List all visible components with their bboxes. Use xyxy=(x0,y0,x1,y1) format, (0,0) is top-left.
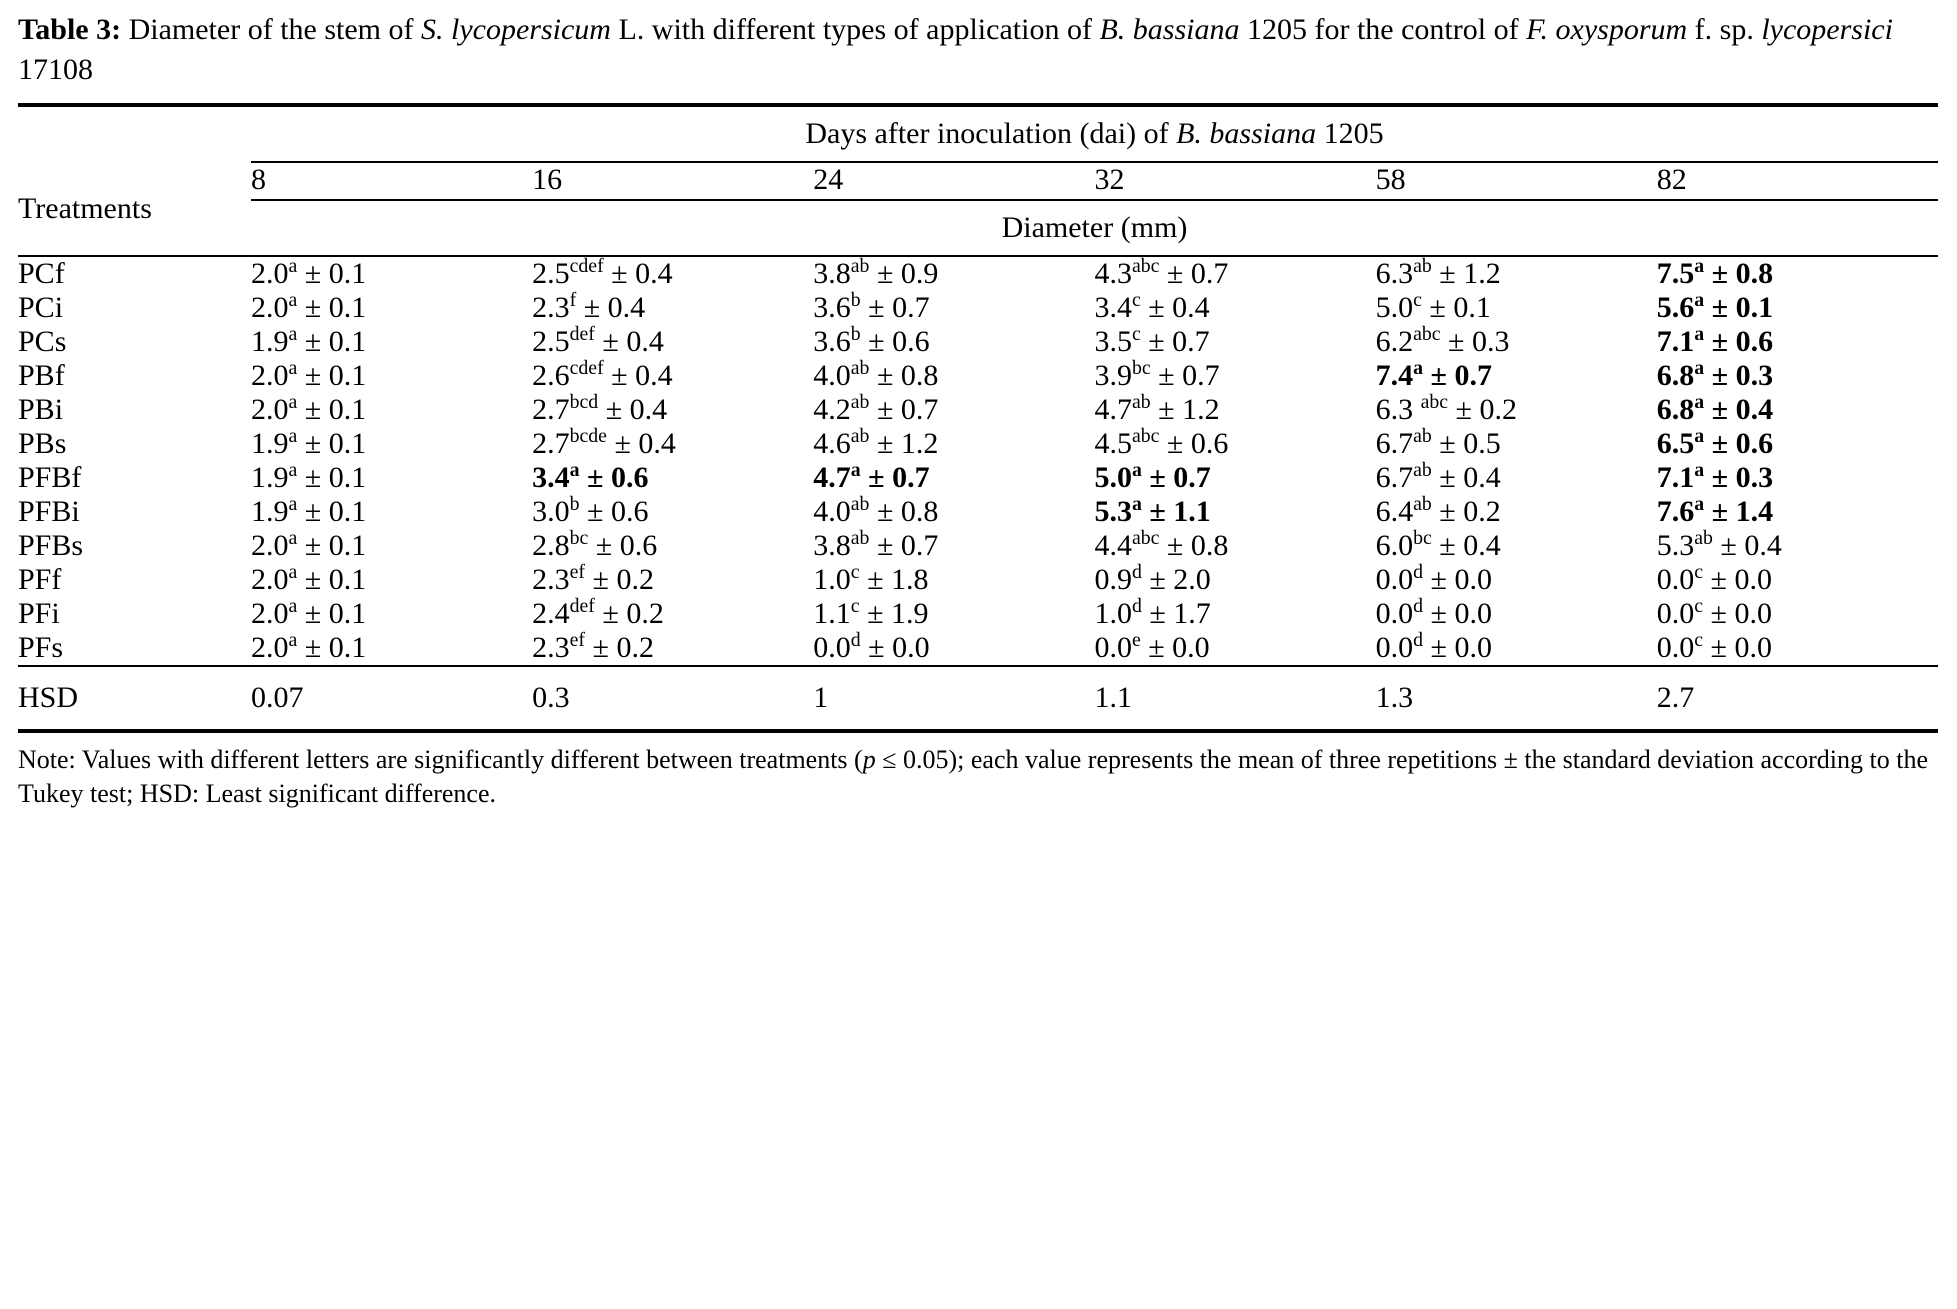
table-row xyxy=(18,529,1938,563)
table-row xyxy=(18,359,1938,393)
value-cell: 2.8$^{bc}$ ± 0.6 xyxy=(532,527,658,563)
value-cell: 2.0$^a$ ± 0.1 xyxy=(250,527,367,563)
value-cell: 0.0$^d$ ± 0.0 xyxy=(1375,629,1492,665)
caption-text-5: f. sp. xyxy=(1687,13,1762,46)
group-header-species: B. bassiana xyxy=(1176,117,1317,151)
treatment-label: PFs xyxy=(18,631,64,665)
value-cell: 4.0$^{ab}$ ± 0.8 xyxy=(813,357,939,393)
treatment-label: PCs xyxy=(18,325,67,359)
table-row xyxy=(18,597,1938,631)
day-header-16: 16 xyxy=(532,162,813,197)
treatment-label: PBs xyxy=(18,427,67,461)
table-row xyxy=(18,563,1938,597)
value-cell: 0.9$^d$ ± 2.0 xyxy=(1094,561,1211,597)
value-cell: 4.7$^a$ ± 0.7 xyxy=(813,459,930,495)
hsd-value: 1.1 xyxy=(1094,666,1375,729)
caption-species-2: B. bassiana xyxy=(1099,13,1240,46)
value-cell: 3.5$^c$ ± 0.7 xyxy=(1094,323,1210,359)
treatment-label: PBi xyxy=(18,393,64,427)
table-row xyxy=(18,495,1938,529)
value-cell: 0.0$^c$ ± 0.0 xyxy=(1656,595,1772,631)
value-cell: 0.0$^c$ ± 0.0 xyxy=(1656,561,1772,597)
group-header-text-a: Days after inoculation (dai) of xyxy=(805,117,1177,151)
value-cell: 6.0$^{bc}$ ± 0.4 xyxy=(1375,527,1501,563)
table-row xyxy=(18,427,1938,461)
value-cell: 3.6$^b$ ± 0.7 xyxy=(813,289,930,325)
hsd-value: 0.3 xyxy=(532,666,813,729)
value-cell: 6.2$^{abc}$ ± 0.3 xyxy=(1375,323,1510,359)
value-cell: 5.3$^a$ ± 1.1 xyxy=(1094,493,1211,529)
hsd-value: 2.7 xyxy=(1657,666,1938,729)
value-cell: 6.7$^{ab}$ ± 0.4 xyxy=(1375,459,1501,495)
value-cell: 4.5$^{abc}$ ± 0.6 xyxy=(1094,425,1229,461)
value-cell: 4.7$^{ab}$ ± 1.2 xyxy=(1094,391,1220,427)
value-cell: 3.0$^b$ ± 0.6 xyxy=(532,493,649,529)
value-cell: 7.5$^a$ ± 0.8 xyxy=(1657,256,1938,291)
unit-header-cell xyxy=(251,197,1938,256)
note-text-a: Note: Values with different letters are significantly different between treatments ( xyxy=(18,745,863,775)
unit-header-text: Diameter (mm) xyxy=(1001,211,1188,245)
value-cell: 0.0$^d$ ± 0.0 xyxy=(1375,561,1492,597)
diameter-table xyxy=(18,103,1938,733)
treatment-label: PFBf xyxy=(18,461,82,495)
note-text-b: ≤ 0.05); each value represents the mean of three repetitions ± the standard deviation according to the Tukey test; HSD: Least significant difference. xyxy=(18,745,1928,808)
value-cell: 5.6$^a$ ± 0.1 xyxy=(1656,289,1774,325)
value-cell: 5.0$^c$ ± 0.1 xyxy=(1375,289,1491,325)
value-cell: 6.3$^{ab}$ ± 1.2 xyxy=(1376,256,1657,291)
value-cell: 2.0$^a$ ± 0.1 xyxy=(250,595,367,631)
value-cell: 6.4$^{ab}$ ± 0.2 xyxy=(1375,493,1501,529)
value-cell: 2.0$^a$ ± 0.1 xyxy=(250,629,367,665)
caption-label: Table 3: xyxy=(18,13,122,46)
value-cell: 3.8$^{ab}$ ± 0.7 xyxy=(813,527,939,563)
value-cell: 0.0$^d$ ± 0.0 xyxy=(1375,595,1492,631)
table-row xyxy=(18,256,1938,291)
value-cell: 2.0$^a$ ± 0.1 xyxy=(250,561,367,597)
value-cell: 6.8$^a$ ± 0.4 xyxy=(1656,391,1774,427)
value-cell: 6.3 $^{abc}$ ± 0.2 xyxy=(1375,391,1518,427)
treatment-label: PBf xyxy=(18,359,65,393)
value-cell: 2.0$^a$ ± 0.1 xyxy=(250,357,367,393)
value-cell: 1.1$^c$ ± 1.9 xyxy=(813,595,929,631)
value-cell: 3.8$^{ab}$ ± 0.9 xyxy=(813,256,1094,291)
note-p-italic: p xyxy=(862,745,876,775)
table-bottom-rule xyxy=(18,729,1938,731)
value-cell: 2.7$^{bcd}$ ± 0.4 xyxy=(532,391,668,427)
table-note xyxy=(18,743,1938,819)
day-header-8: 8 xyxy=(251,162,532,197)
value-cell: 4.4$^{abc}$ ± 0.8 xyxy=(1094,527,1229,563)
table-caption xyxy=(18,10,1939,89)
day-header-24: 24 xyxy=(813,162,1094,197)
hsd-label: HSD xyxy=(18,666,251,729)
value-cell: 7.1$^a$ ± 0.3 xyxy=(1656,459,1774,495)
value-cell: 0.0$^e$ ± 0.0 xyxy=(1094,629,1210,665)
table-row xyxy=(18,393,1938,427)
caption-species-1: S. lycopersicum xyxy=(421,13,611,46)
caption-text-4: the control of xyxy=(1356,13,1527,46)
caption-text-6: 17108 xyxy=(18,52,93,86)
caption-text-1: Diameter of the stem of xyxy=(121,13,421,46)
value-cell: 2.0$^a$ ± 0.1 xyxy=(250,289,367,325)
value-cell: 1.9$^a$ ± 0.1 xyxy=(250,425,367,461)
group-header-cell xyxy=(251,105,1938,162)
value-cell: $2.5^{cdef} \pm 0.4$ xyxy=(532,256,813,291)
hsd-value: 1.3 xyxy=(1376,666,1657,729)
table-day-header-row xyxy=(18,162,1938,197)
treatment-label: PFBi xyxy=(18,495,80,529)
hsd-row xyxy=(18,666,1938,729)
value-cell: 3.4$^c$ ± 0.4 xyxy=(1094,289,1210,325)
table-header-group-row xyxy=(18,105,1938,162)
value-cell: 1.0$^d$ ± 1.7 xyxy=(1094,595,1211,631)
value-cell: $2.6^{cdef} \pm 0.4$ xyxy=(532,357,673,393)
value-cell: 4.2$^{ab}$ ± 0.7 xyxy=(813,391,939,427)
treatment-label: PCi xyxy=(18,291,64,325)
value-cell: 0.0$^c$ ± 0.0 xyxy=(1656,629,1772,665)
treatments-header: Treatments xyxy=(18,191,152,225)
value-cell: 7.4$^a$ ± 0.7 xyxy=(1375,357,1492,393)
value-cell: 4.6$^{ab}$ ± 1.2 xyxy=(813,425,939,461)
value-cell: 7.6$^a$ ± 1.4 xyxy=(1656,493,1774,529)
value-cell: 3.4$^a$ ± 0.6 xyxy=(532,459,649,495)
value-cell: 4.0$^{ab}$ ± 0.8 xyxy=(813,493,939,529)
caption-species-4: lycopersici xyxy=(1761,13,1893,46)
treatment-label: PFf xyxy=(18,563,62,597)
value-cell: 1.9$^a$ ± 0.1 xyxy=(250,493,367,529)
value-cell: 6.8$^a$ ± 0.3 xyxy=(1656,357,1774,393)
value-cell: 7.1$^a$ ± 0.6 xyxy=(1656,323,1774,359)
value-cell: 3.6$^b$ ± 0.6 xyxy=(813,323,930,359)
value-cell: 2.0$^a$ ± 0.1 xyxy=(251,256,532,291)
value-cell: 0.0$^d$ ± 0.0 xyxy=(813,629,930,665)
value-cell: 1.0$^c$ ± 1.8 xyxy=(813,561,929,597)
value-cell: 2.3$^{ef}$ ± 0.2 xyxy=(532,561,654,597)
table-unit-header-row xyxy=(18,197,1938,256)
hsd-value: 1 xyxy=(813,666,1094,729)
value-cell: 6.7$^{ab}$ ± 0.5 xyxy=(1375,425,1501,461)
table-row xyxy=(18,291,1938,325)
treatment-label: PCf xyxy=(18,256,251,291)
value-cell: 5.3$^{ab}$ ± 0.4 xyxy=(1656,527,1782,563)
value-cell: 2.3$^{ef}$ ± 0.2 xyxy=(532,629,654,665)
value-cell: 1.9$^a$ ± 0.1 xyxy=(250,323,367,359)
value-cell: 4.3$^{abc}$ ± 0.7 xyxy=(1094,256,1375,291)
value-cell: 5.0$^a$ ± 0.7 xyxy=(1094,459,1211,495)
day-header-82: 82 xyxy=(1657,162,1938,197)
value-cell: 3.9$^{bc}$ ± 0.7 xyxy=(1094,357,1220,393)
table-row xyxy=(18,631,1938,666)
treatment-label: PFBs xyxy=(18,529,84,563)
value-cell: 1.9$^a$ ± 0.1 xyxy=(250,459,367,495)
table-row xyxy=(18,461,1938,495)
value-cell: 2.3$^f$ ± 0.4 xyxy=(532,289,646,325)
table-row xyxy=(18,325,1938,359)
caption-species-3: F. oxysporum xyxy=(1526,13,1688,46)
group-header-text-b: 1205 xyxy=(1316,117,1384,151)
day-header-58: 58 xyxy=(1376,162,1657,197)
caption-text-3: 1205 for xyxy=(1239,13,1350,46)
value-cell: 2.0$^a$ ± 0.1 xyxy=(250,391,367,427)
day-header-32: 32 xyxy=(1094,162,1375,197)
value-cell: 2.5$^{def}$ ± 0.4 xyxy=(532,323,664,359)
hsd-value: 0.07 xyxy=(251,666,532,729)
treatment-label: PFi xyxy=(18,597,60,631)
value-cell: $2.7^{bcde} \pm 0.4$ xyxy=(532,425,676,461)
value-cell: 2.4$^{def}$ ± 0.2 xyxy=(532,595,664,631)
caption-text-2: L. with different types of application of xyxy=(610,13,1100,46)
value-cell: 6.5$^a$ ± 0.6 xyxy=(1656,425,1774,461)
